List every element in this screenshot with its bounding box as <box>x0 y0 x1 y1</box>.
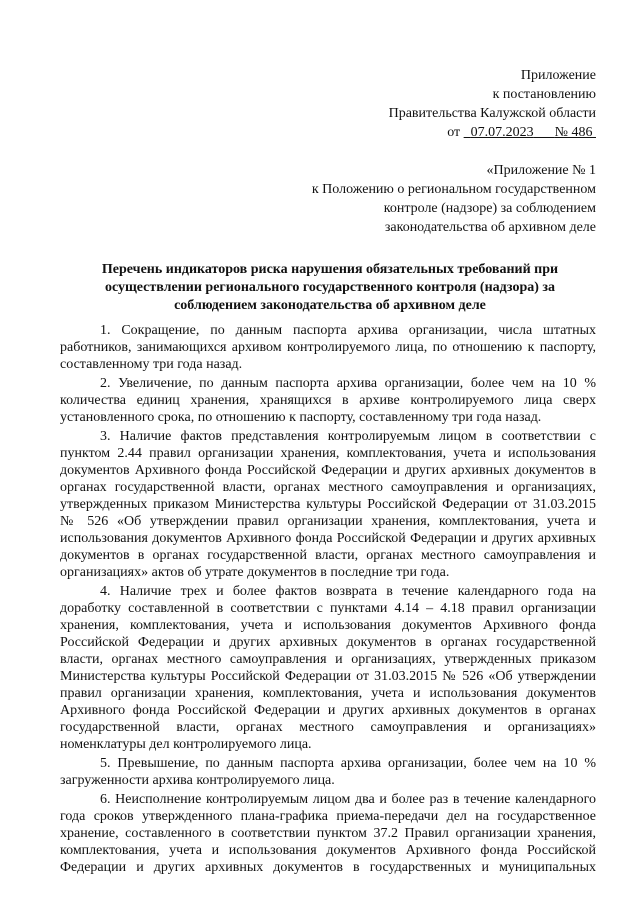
appendix-header <box>389 66 596 142</box>
date-prefix: от <box>447 125 464 140</box>
paragraph-2: 2. Увеличение, по данным паспорта архива организации, более чем на 10 % количества единиц хранения, хранящихся в архиве контролируемого лица сверх установленного срока, по отношению к паспорту, составленному три года назад. <box>60 376 596 425</box>
appendix1-line: контроле (надзоре) за соблюдением <box>383 201 596 216</box>
appendix1-line: к Положению о региональном государственном <box>311 182 596 197</box>
number-value: 486 <box>568 125 596 140</box>
appendix1-line: законодательства об архивном деле <box>384 220 596 235</box>
appendix1-line: «Приложение № 1 <box>486 163 596 178</box>
paragraph-5: 5. Превышение, по данным паспорта архива организации, более чем на 10 % загруженности архива контролируемого лица. <box>60 756 596 788</box>
paragraph-1: 1. Сокращение, по данным паспорта архива организации, числа штатных работников, занимающихся архивом контролируемого лица, по отношению к паспорту, составленному три года назад. <box>60 323 596 372</box>
paragraph-6: 6. Неисполнение контролируемым лицом два и более раз в течение календарного года сроков утвержденного плана-графика приема-передачи дел на государственное хранение, составленного в соответствии пунктом 37.2 Правил организации хранения, комплектования, учета и использования документов Архивного фонда Российской Федерации и других архивных документов в государственных и муниципальных <box>60 792 596 875</box>
title-line: соблюдением законодательства об архивном деле <box>174 298 486 313</box>
date-number-line <box>389 123 596 142</box>
appendix-line: Правительства Калужской области <box>388 106 596 121</box>
appendix-line: к постановлению <box>492 87 596 102</box>
title-line: Перечень индикаторов риска нарушения обязательных требований при <box>101 262 559 277</box>
appendix1-header <box>312 161 596 237</box>
appendix-line: Приложение <box>520 68 596 83</box>
paragraph-3: 3. Наличие фактов представления контролируемым лицом в соответствии с пунктом 2.44 правил организации хранения, комплектования, учета и использования документов Архивного фонда Российской Федерации и других архивных документов в органах государственной власти, органах местного самоуправления и организациях, утвержденных приказом Министерства культуры Российской Федерации от 31.03.2015 № 526 «Об утверждении правил организации хранения, комплектования, учета и использования документов Архивного фонда Российской Федерации и других архивных документов в органах государственной власти, органах местного самоуправления и организациях» актов об утрате документов в последние три года. <box>60 429 596 580</box>
title-line: осуществлении регионального государственного контроля (надзора) за <box>104 280 556 295</box>
document-body <box>60 322 596 878</box>
document-title <box>60 261 600 315</box>
number-prefix: № <box>554 125 568 140</box>
paragraph-4: 4. Наличие трех и более фактов возврата в течение календарного года на доработку составленной в соответствии с пунктами 4.14 – 4.18 правил организации хранения, комплектования, учета и использования документов Архивного фонда Российской Федерации и других архивных документов в органах государственной власти, органах местного самоуправления и организациях, утвержденных приказом Министерства культуры Российской Федерации от 31.03.2015 № 526 «Об утверждении правил организации хранения, комплектования, учета и использования документов Архивного фонда Российской Федерации и других архивных документов в органах государственной власти, органах местного самоуправления и организациях» номенклатуры дел контролируемого лица. <box>60 584 596 752</box>
date-value: 07.07.2023 <box>470 125 534 140</box>
